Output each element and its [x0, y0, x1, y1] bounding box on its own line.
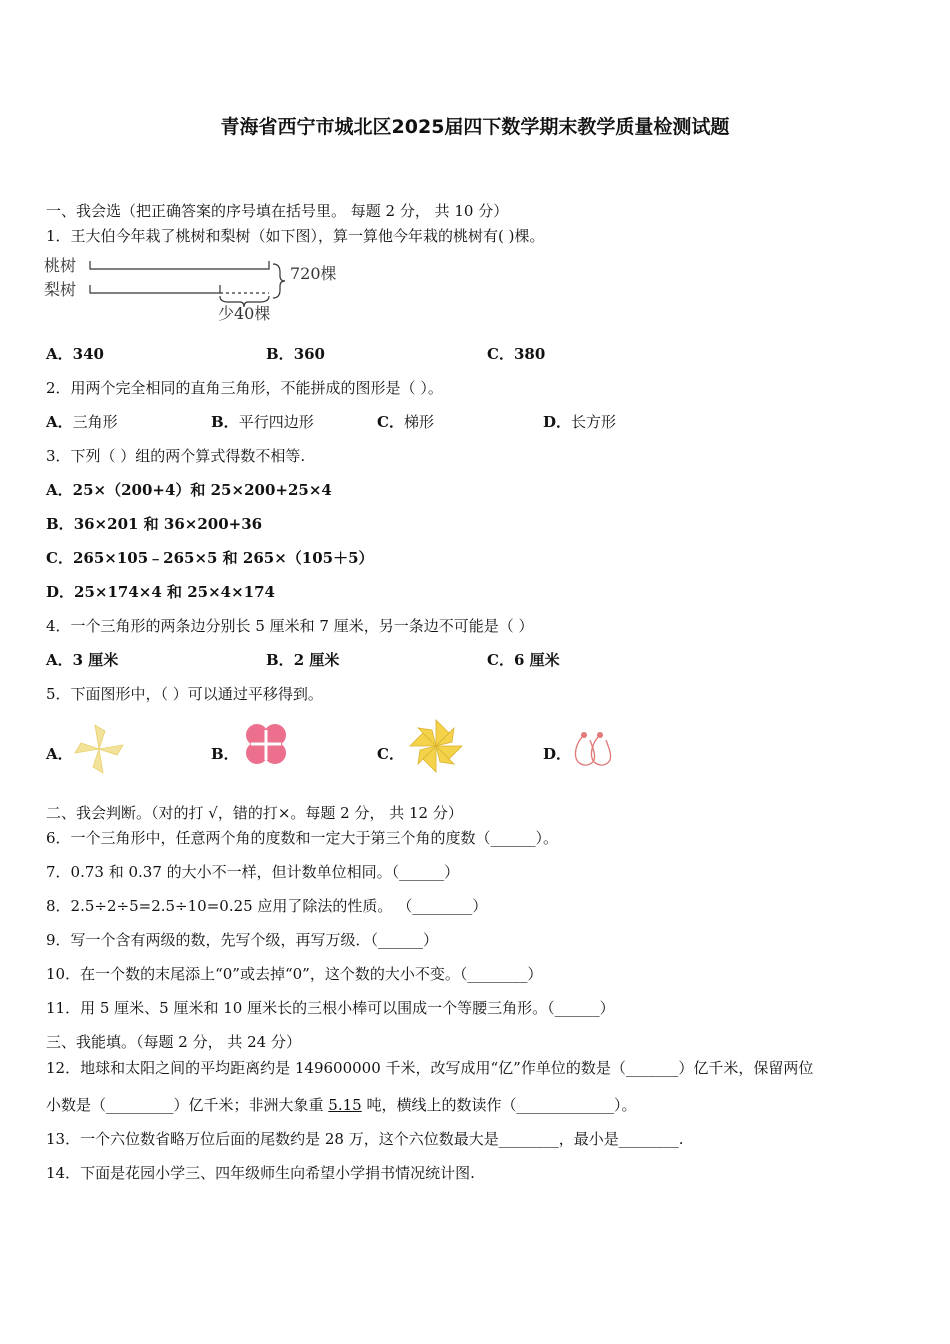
question-2: 2．用两个完全相同的直角三角形，不能拼成的图形是（ ）。 [46, 379, 443, 397]
q1-line-diagram [44, 252, 354, 326]
q5-option-c[interactable]: C． [377, 745, 404, 763]
q5-option-b[interactable]: B． [211, 745, 239, 763]
total-label: 720棵 [290, 264, 337, 283]
question-12-line-2: 小数是（_________）亿千米；非洲大象重 5.15 吨，横线上的数读作（_____________）。 [46, 1096, 637, 1114]
q4-option-a[interactable]: A．3 厘米 [46, 651, 119, 669]
q3-option-b[interactable]: B．36×201 和 36×200+36 [46, 515, 263, 533]
question-6: 6．一个三角形中，任意两个角的度数和一定大于第三个角的度数（______）。 [46, 829, 559, 847]
section-2-heading: 二、我会判断。（对的打 √，错的打×。每题 2 分， 共 12 分） [46, 804, 463, 822]
four-leaf-clover-figure [238, 718, 294, 774]
q2-option-d[interactable]: D．长方形 [543, 413, 617, 431]
q1-option-c[interactable]: C．380 [487, 345, 546, 363]
section-1-heading: 一、我会选（把正确答案的序号填在括号里。 每题 2 分， 共 10 分） [46, 202, 509, 220]
question-7: 7．0.73 和 0.37 的大小不一样，但计数单位相同。（______） [46, 863, 460, 881]
question-13: 13．一个六位数省略万位后面的尾数约是 28 万，这个六位数最大是________，最小是________. [46, 1130, 684, 1148]
q4-option-c[interactable]: C．6 厘米 [487, 651, 560, 669]
q3-option-c[interactable]: C．265×105﹣265×5 和 265×（105＋5） [46, 549, 374, 567]
total-brace [273, 264, 285, 298]
underlined-number: 5.15 [328, 1096, 362, 1114]
twin-birds-figure [570, 728, 626, 772]
q2-option-c[interactable]: C．梯形 [377, 413, 434, 431]
q2-option-a[interactable]: A．三角形 [46, 413, 118, 431]
less-label: 少40棵 [218, 304, 271, 323]
q2-option-b[interactable]: B．平行四边形 [211, 413, 314, 431]
page-title: 青海省西宁市城北区2025届四下数学期末教学质量检测试题 [220, 116, 730, 138]
windmill-figure [408, 718, 464, 774]
peach-label: 桃树 [44, 256, 77, 275]
question-11: 11．用 5 厘米、5 厘米和 10 厘米长的三根小棒可以围成一个等腰三角形。（______） [46, 999, 615, 1017]
question-4: 4．一个三角形的两条边分别长 5 厘米和 7 厘米，另一条边不可能是（ ） [46, 617, 534, 635]
question-14: 14．下面是花园小学三、四年级师生向希望小学捐书情况统计图. [46, 1164, 475, 1182]
section-3-heading: 三、我能填。（每题 2 分， 共 24 分） [46, 1033, 301, 1051]
q5-option-a[interactable]: A． [46, 745, 73, 763]
q5-option-d[interactable]: D． [543, 745, 572, 763]
peach-segment [90, 261, 269, 269]
q3-option-a[interactable]: A．25×（200+4）和 25×200+25×4 [46, 481, 332, 499]
question-5: 5．下面图形中，（ ）可以通过平移得到。 [46, 685, 323, 703]
question-10: 10．在一个数的末尾添上“0”或去掉“0”，这个数的大小不变。（________） [46, 965, 543, 983]
question-3: 3．下列（ ）组的两个算式得数不相等. [46, 447, 306, 465]
question-9: 9．写一个含有两级的数，先写个级，再写万级．（______） [46, 931, 439, 949]
question-1: 1．王大伯今年栽了桃树和梨树（如下图），算一算他今年栽的桃树有( )棵。 [46, 227, 545, 245]
pinwheel-figure [72, 722, 126, 776]
q1-option-b[interactable]: B．360 [266, 345, 325, 363]
q4-option-b[interactable]: B．2 厘米 [266, 651, 340, 669]
question-8: 8．2.5÷2÷5=2.5÷10=0.25 应用了除法的性质。 （________） [46, 897, 488, 915]
pear-label: 梨树 [44, 280, 77, 299]
pear-segment [90, 285, 220, 293]
question-12-line-1: 12．地球和太阳之间的平均距离约是 149600000 千米，改写成用“亿”作单位的数是（_______）亿千米，保留两位 [46, 1059, 814, 1077]
q3-option-d[interactable]: D．25×174×4 和 25×4×174 [46, 583, 275, 601]
q1-option-a[interactable]: A．340 [46, 345, 104, 363]
